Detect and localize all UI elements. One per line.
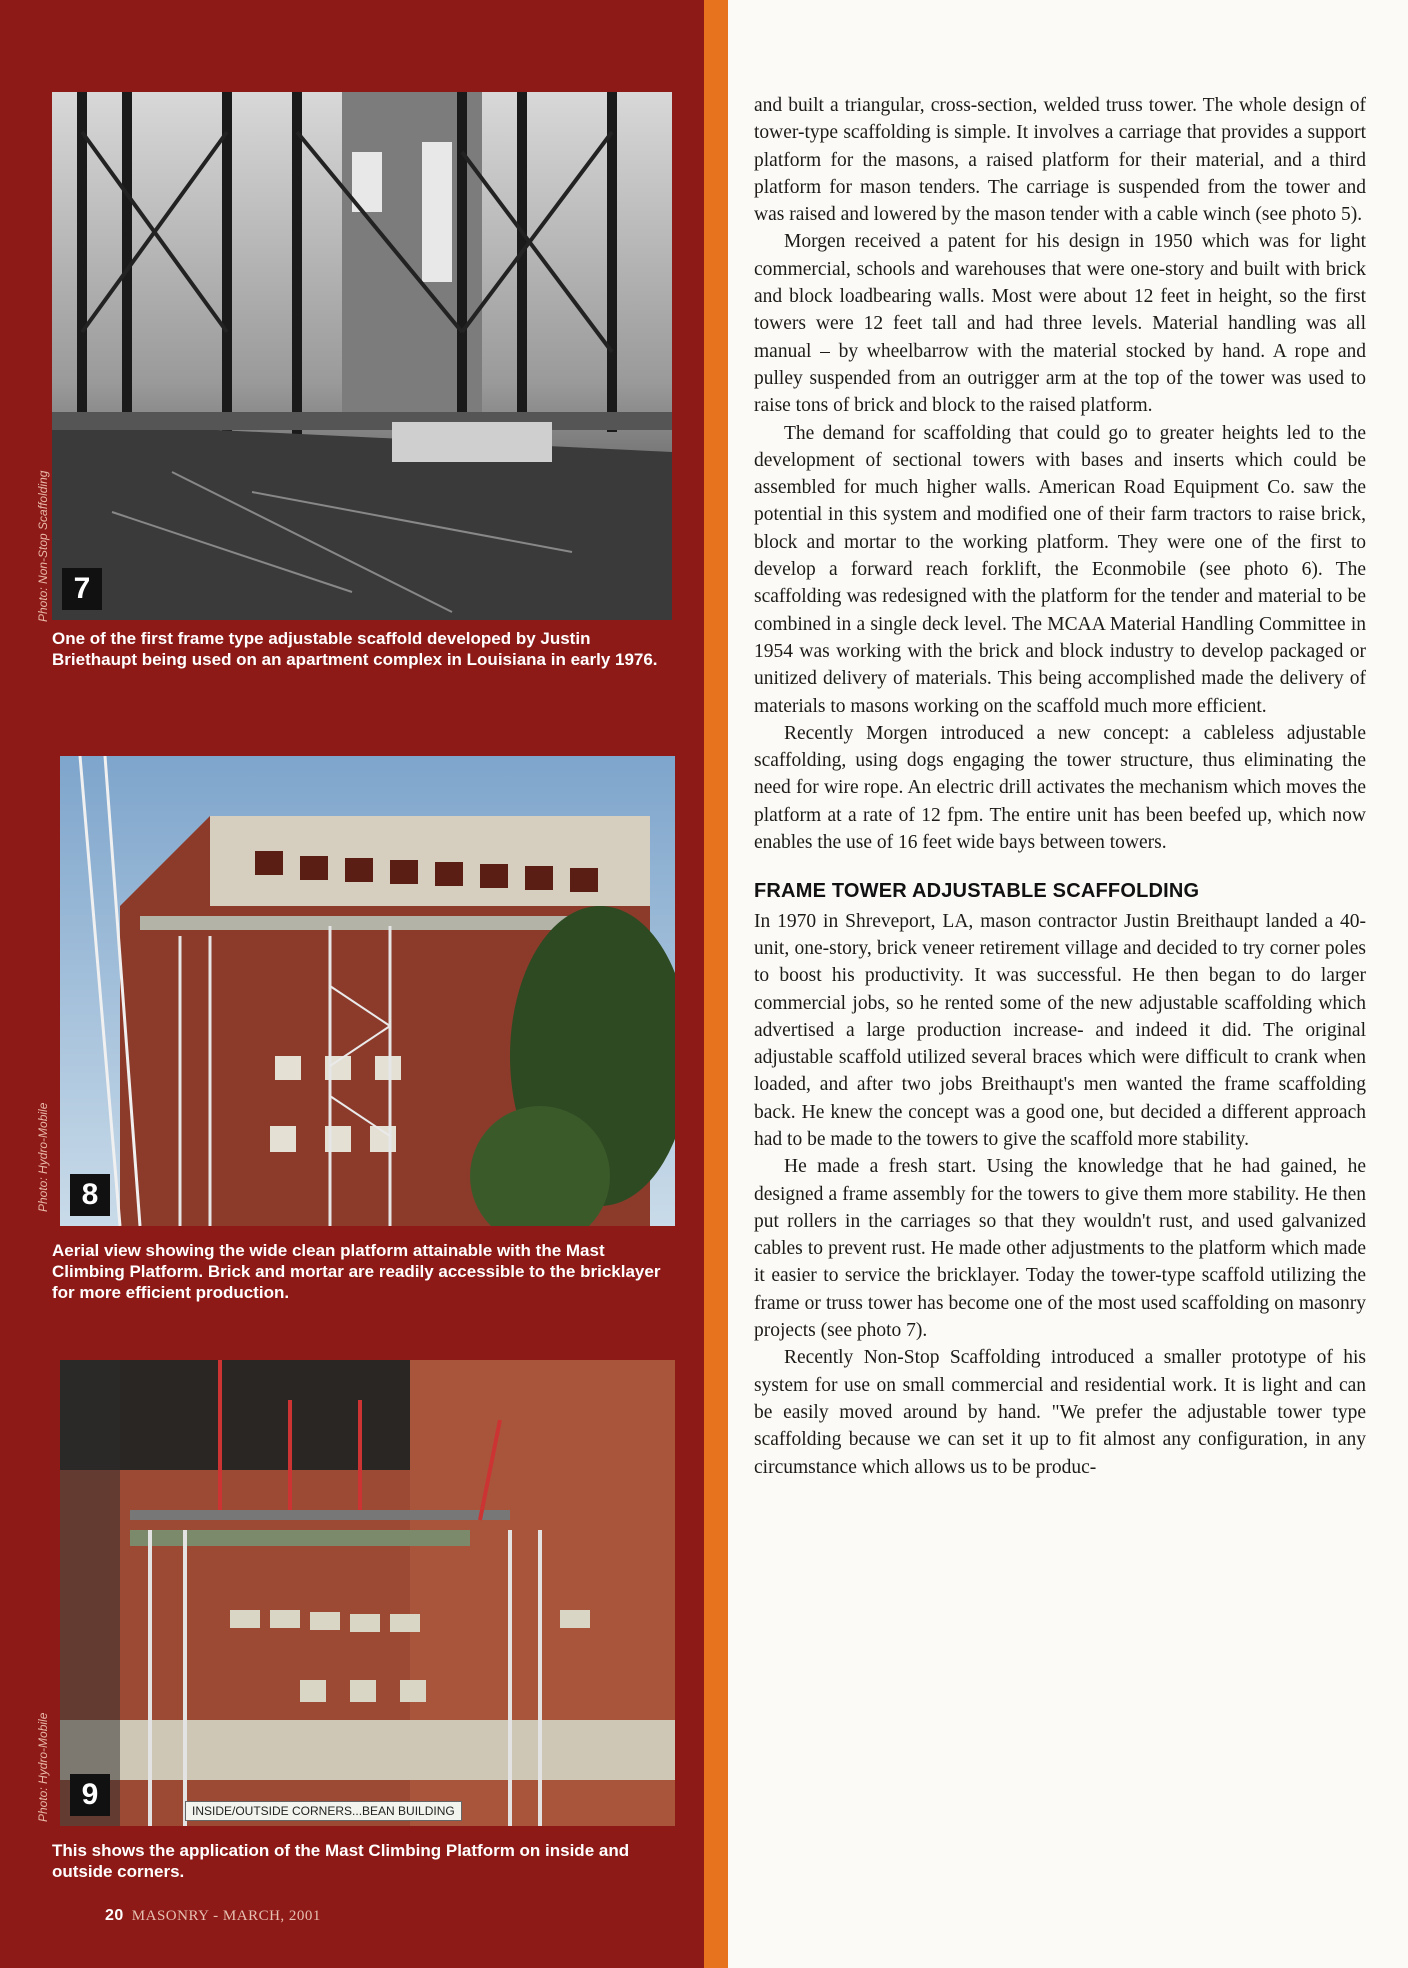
photo-credit: [36, 598, 50, 622]
photo-7: [52, 92, 672, 620]
photo-caption: This shows the application of the Mast Climbing Platform on inside and outside corners.: [52, 1841, 630, 1881]
article-paragraph: and built a triangular, cross-section, welded truss tower. The whole design of tower-type scaffolding is simple. It involves a carriage that provides a support platform for the masons, a raised platform for their material, and a third platform for mason tenders. The carriage is suspended from the tower and was raised and lowered by the mason tender with a cable winch (see photo 5).: [754, 95, 1366, 226]
article-paragraph: Recently Non-Stop Scaffolding introduced a smaller prototype of his system for use on small commercial and residential work. It is light and can be easily moved around by hand. "We prefer the adjustable tower type scaffolding because we can set it up to fit almost any configuration, in any circumstance which allows us to be produc-: [754, 1347, 1366, 1478]
photo-number: 9: [70, 1774, 110, 1816]
publication-name: MASONRY - MARCH, 2001: [131, 1908, 321, 1924]
page-number: 20: [105, 1907, 124, 1924]
photo-caption: Aerial view showing the wide clean platform attainable with the Mast Climbing Platform. Brick and mortar are readily accessible to the bricklayer for more efficient production.: [52, 1241, 661, 1302]
article-paragraph: In 1970 in Shreveport, LA, mason contractor Justin Breithaupt landed a 40-unit, one-story, brick veneer retirement village and decided to try corner poles to boost his productivity. It was successful. He then began to do larger commercial jobs, so he rented some of the new adjustable scaffolding which advertised a large production increase- and indeed it did. The original adjustable scaffold utilized several braces which were difficult to crank when loaded, and after two jobs Breithaupt's men wanted the frame scaffolding back. He knew the concept was a good one, but decided a different approach had to be made to the towers to give the scaffold more stability.: [754, 910, 1366, 1150]
article-column: [754, 92, 1366, 1481]
article-paragraph: The demand for scaffolding that could go to greater heights led to the development of sectional towers with bases and inserts which could be assembled for much higher walls. American Road Equipment Co. saw the potential in this system and modified one of their farm tractors to raise brick, block and mortar to the working platform. They were one of the first to develop a forward reach forklift, the Econmobile (see photo 6). The scaffolding was redesigned with the platform for the tender and material to be combined in a single deck level. The MCAA Material Handling Committee in 1954 was working with the brick and block industry to develop packaged or unitized delivery of materials. This being accomplished made the delivery of materials to masons working on the scaffold much more efficient.: [754, 422, 1366, 717]
page-footer: [105, 1907, 321, 1925]
article-paragraph: Morgen received a patent for his design in 1950 which was for light commercial, schools and warehouses that were one-story and built with brick and block loadbearing walls. Most were about 12 feet in height, so the first towers were 12 feet tall and had three levels. Material handling was all manual – by wheelbarrow with the material stocked by hand. A rope and pulley suspended from an outrigger arm at the top of the tower was used to raise tons of brick and block to the raised platform.: [754, 231, 1366, 417]
photo-8: [60, 756, 675, 1226]
photo-credit: [36, 1798, 50, 1822]
photo-9: [60, 1360, 675, 1826]
photo-number: 8: [70, 1174, 110, 1216]
photo-credit: [36, 1188, 50, 1212]
section-heading: FRAME TOWER ADJUSTABLE SCAFFOLDING: [754, 880, 1200, 903]
article-paragraph: Recently Morgen introduced a new concept: a cableless adjustable scaffolding, using dogs engaging the tower structure, thus eliminating the need for wire rope. An electric drill activates the mechanism which moves the platform at a rate of 12 fpm. The entire unit has been beefed up, which now enables the use of 16 feet wide bays between towers.: [754, 722, 1366, 854]
article-paragraph: He made a fresh start. Using the knowledge that he had gained, he designed a frame assembly for the towers to give them more stability. He then put rollers in the carriages so that they wouldn't rust, and used galvanized cables to prevent rust. He made other adjustments to the platform which made it easier to service the bricklayer. Today the tower-type scaffold utilizing the frame or truss tower has become one of the most used scaffolding on masonry projects (see photo 7).: [754, 1156, 1366, 1342]
orange-strip: [704, 0, 728, 1968]
photo-sign-label: INSIDE/OUTSIDE CORNERS...BEAN BUILDING: [185, 1801, 462, 1821]
photo-number: 7: [62, 568, 102, 610]
photo-caption: One of the first frame type adjustable scaffold developed by Justin Briethaupt being used on an apartment complex in Louisiana in early 1976.: [52, 629, 658, 669]
